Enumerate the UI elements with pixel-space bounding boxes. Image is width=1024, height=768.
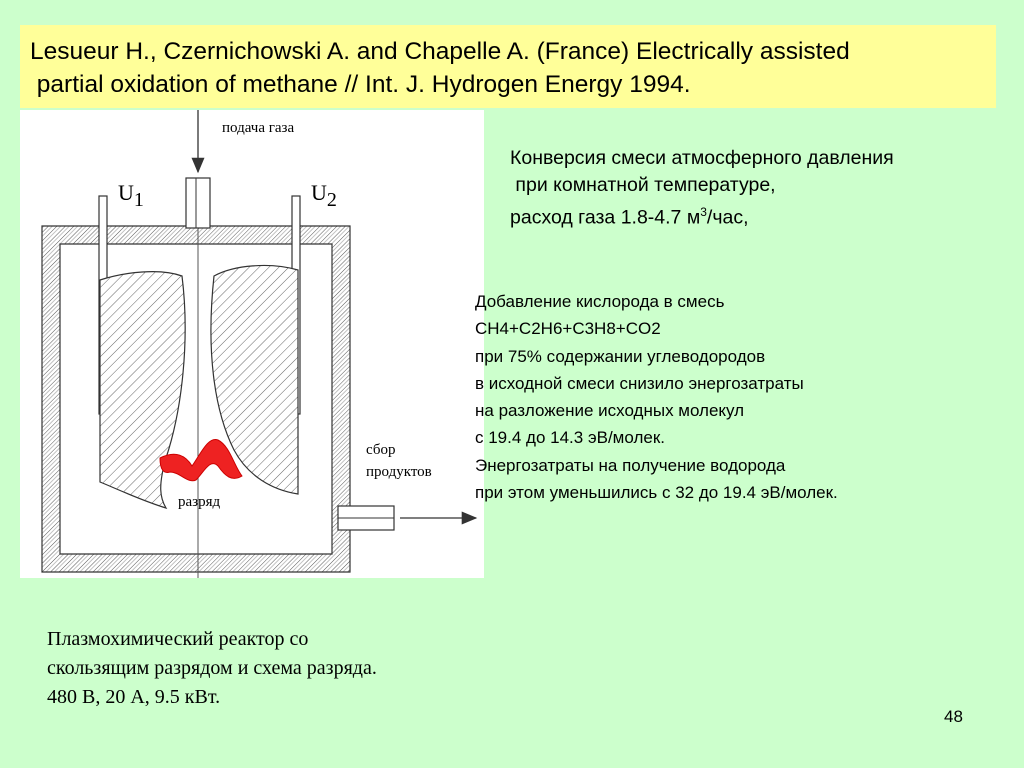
reactor-diagram [20, 110, 484, 578]
citation-box [20, 25, 996, 108]
experiment-conditions [510, 145, 1020, 232]
findings-line: при этом уменьшились с 32 до 19.4 эВ/молек. [475, 483, 838, 503]
caption-line-2: скользящим разрядом и схема разряда. [47, 657, 377, 679]
page-number: 48 [944, 707, 963, 726]
conditions-line-3 [510, 199, 1020, 232]
conditions-line-1: Конверсия смеси атмосферного давления [510, 147, 894, 169]
label-u2: U2 [311, 180, 337, 211]
citation-line-2: partial oxidation of methane // Int. J. Hydrogen Energy 1994. [30, 71, 691, 98]
citation-line-1: Lesueur H., Czernichowski A. and Chapelle A. (France) Electrically assisted [30, 38, 850, 65]
gas-flow-text: расход газа 1.8-4.7 м [510, 206, 701, 229]
findings-line: Энергозатраты на получение водорода [475, 455, 786, 475]
label-discharge: разряд [178, 494, 221, 510]
label-products-2: продуктов [366, 464, 432, 480]
discharge-zone [160, 439, 242, 480]
reactor-schematic [20, 110, 484, 578]
cubic-superscript: 3 [700, 205, 707, 219]
caption-line-1: Плазмохимический реактор со [47, 628, 309, 650]
vessel-wall [42, 226, 350, 572]
findings-line: Добавление кислорода в смесь [475, 292, 725, 311]
findings-line: на разложение исходных молекул [475, 401, 745, 421]
label-u1: U1 [118, 180, 144, 211]
findings-line: при 75% содержании углеводородов [475, 346, 766, 366]
caption-line-3: 480 В, 20 А, 9.5 кВт. [47, 686, 221, 708]
label-products-1: сбор [366, 442, 396, 458]
gas-flow-unit: /час, [706, 206, 749, 229]
conditions-line-2: при комнатной температуре, [510, 174, 776, 196]
findings-line: CH4+C2H6+C3H8+CO2 [475, 319, 661, 339]
label-gas-feed: подача газа [222, 120, 295, 136]
gas-inlet-pipe [186, 178, 210, 228]
figure-caption [47, 625, 567, 712]
findings-line: с 19.4 до 14.3 эВ/молек. [475, 428, 665, 448]
findings-line: в исходной смеси снизило энергозатраты [475, 373, 804, 393]
findings-text [475, 288, 1020, 506]
